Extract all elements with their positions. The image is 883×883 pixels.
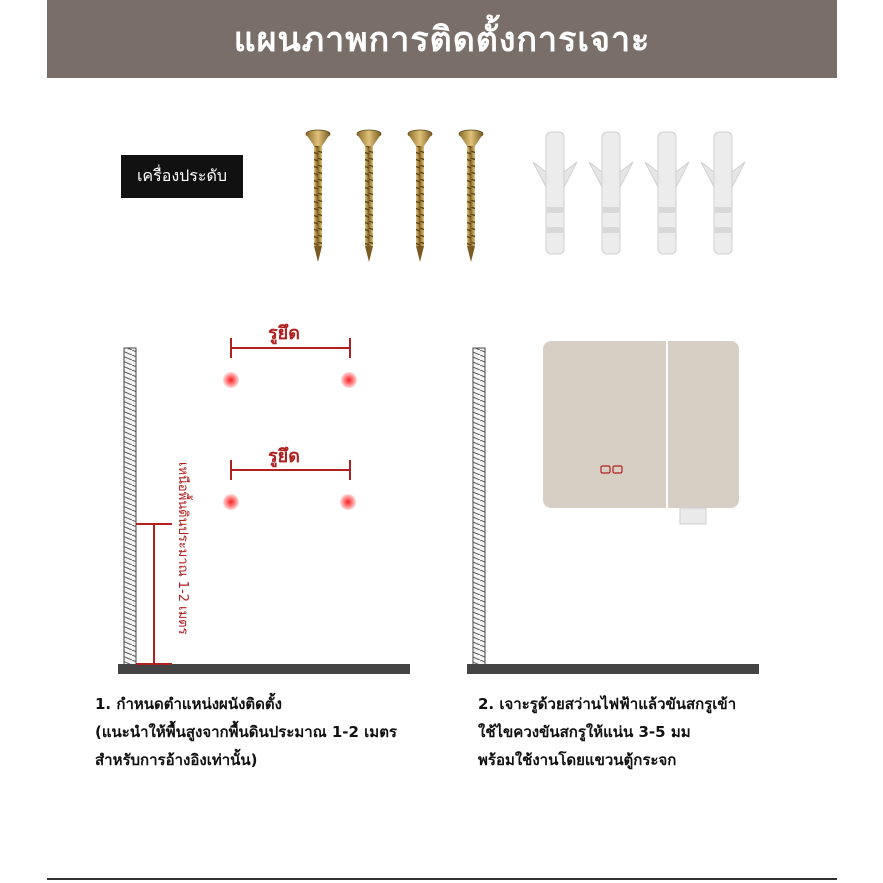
- hole-label-bottom: รูยึด: [268, 446, 300, 467]
- step-1-line-1: 1. กำหนดตำแหน่งผนังติดตั้ง: [95, 695, 282, 713]
- drill-hole-icon: [341, 372, 357, 388]
- wall-anchor-icon: [533, 132, 577, 254]
- screw-icon: [408, 130, 432, 262]
- drill-hole-icon: [223, 372, 239, 388]
- drill-hole-icon: [223, 494, 239, 510]
- accessories-label: เครื่องประดับ: [121, 155, 243, 198]
- page-title: แผนภาพการติดตั้งการเจาะ: [233, 20, 651, 60]
- left-wall: [124, 348, 136, 666]
- left-floor: [118, 664, 410, 674]
- height-dimension: [136, 524, 172, 664]
- mirror-cabinet: [543, 341, 739, 524]
- step-2-line-1: 2. เจาะรูด้วยสว่านไฟฟ้าแล้วขันสกรูเข้า: [478, 695, 737, 713]
- step-2-line-2: ใช้ไขควงขันสกรูให้แน่น 3-5 มม: [478, 723, 691, 741]
- step-1-line-2: (แนะนำให้พื้นสูงจากพื้นดินประมาณ 1-2 เมตร: [95, 723, 397, 741]
- bottom-divider: [47, 878, 837, 880]
- wall-anchor-icon: [645, 132, 689, 254]
- screw-icon: [357, 130, 381, 262]
- step-1: [95, 690, 475, 774]
- screw-icon: [306, 130, 330, 262]
- right-floor: [467, 664, 759, 674]
- step-2-line-3: พร้อมใช้งานโดยแขวนตู้กระจก: [478, 751, 677, 769]
- hole-label-top: รูยึด: [268, 323, 300, 344]
- step-1-line-3: สำหรับการอ้างอิงเท่านั้น): [95, 751, 258, 769]
- wall-anchor-icon: [589, 132, 633, 254]
- screw-icon: [459, 130, 483, 262]
- height-note: เหนือพื้นดินประมาณ 1-2 เมตร: [175, 462, 190, 635]
- right-wall: [473, 348, 485, 666]
- wall-anchor-icon: [701, 132, 745, 254]
- drill-hole-icon: [340, 494, 356, 510]
- step-2: [478, 690, 838, 774]
